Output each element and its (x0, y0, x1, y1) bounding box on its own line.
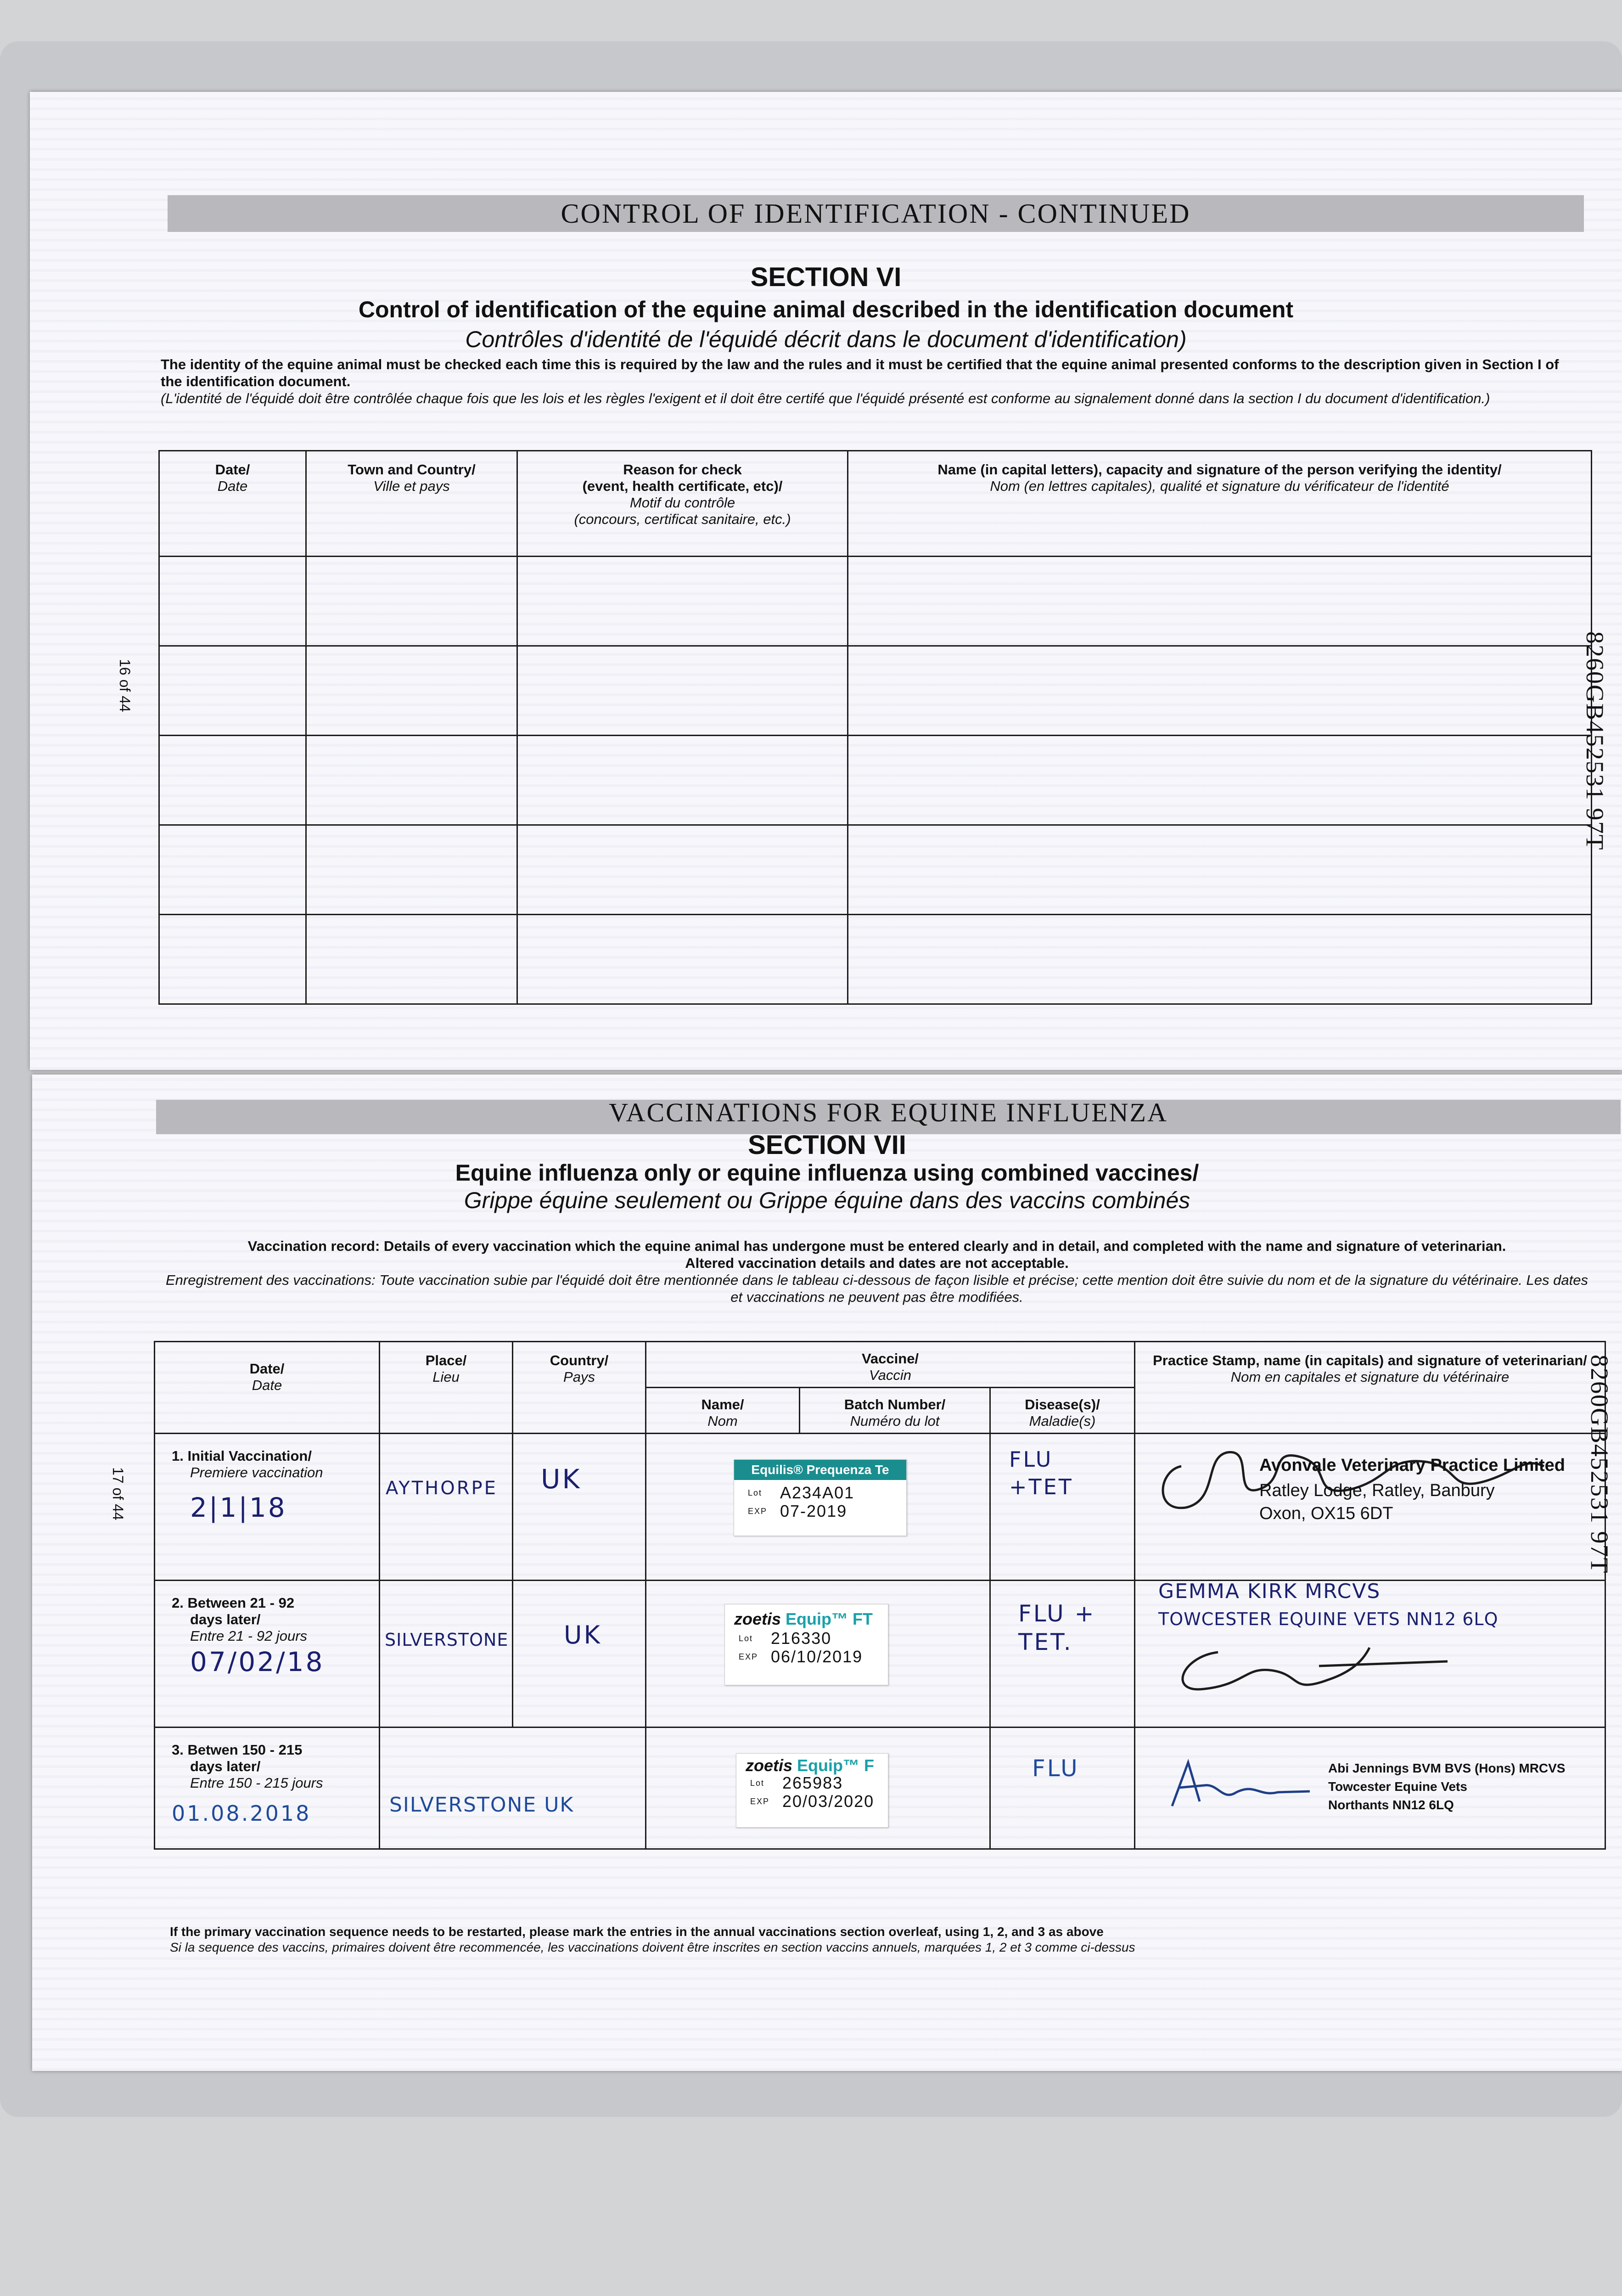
section-banner (168, 195, 1584, 232)
cell-disease[interactable] (990, 1728, 1135, 1849)
expiry-date: 07-2019 (780, 1502, 847, 1520)
subtitle-en: Control of identification of the equine animal described in the identification document (358, 297, 1294, 322)
table-header-row (155, 1342, 1605, 1388)
banner-title: CONTROL OF IDENTIFICATION - CONTINUED (561, 198, 1191, 229)
table-header-row (159, 451, 1592, 557)
cell-town[interactable] (306, 825, 517, 915)
cell-verifier[interactable] (848, 557, 1592, 646)
practice-stamp-address: Towcester Equine Vets (1328, 1779, 1467, 1794)
vaccination-date[interactable]: 01.08.2018 (172, 1801, 311, 1826)
document-id: 8260GB452531 97T (1581, 631, 1609, 851)
subtitle-en: Equine influenza only or equine influenza using combined vaccines/ (455, 1160, 1199, 1186)
cell-vet-stamp[interactable] (1135, 1581, 1605, 1728)
cell-disease[interactable] (990, 1434, 1135, 1581)
cell-verifier[interactable] (848, 825, 1592, 915)
instruction-en: The identity of the equine animal must be checked each time this is required by the law and the rules and it must be certified that the equine animal presented conforms to the description given in Section I of the identification document. (161, 356, 1559, 389)
cell-reason[interactable] (517, 646, 848, 736)
cell-town[interactable] (306, 646, 517, 736)
banner-title: VACCINATIONS FOR EQUINE INFLUENZA (609, 1097, 1168, 1127)
cell-date[interactable] (159, 825, 306, 915)
subtitle-fr: Grippe équine seulement ou Grippe équine dans des vaccins combinés (464, 1187, 1190, 1213)
vaccine-product: Equip™ FT (786, 1609, 873, 1628)
cell-town[interactable] (306, 915, 517, 1004)
disease-line: +TET (1009, 1474, 1073, 1499)
vaccination-row-1 (155, 1434, 1605, 1581)
vaccine-product: Equip™ F (797, 1756, 875, 1775)
expiry-date: 06/10/2019 (771, 1647, 863, 1666)
lot-number: 216330 (771, 1629, 832, 1648)
table-row (159, 646, 1592, 736)
country-value: UK (541, 1463, 582, 1495)
lot-number: 265983 (782, 1773, 843, 1792)
vaccine-sticker: zoetis Equip™ F Lot 265983 EXP 20/03/2020 (736, 1753, 888, 1828)
col-reason: Reason for check (event, health certificate, etc)/ Motif du contrôle (concours, certificat sanitaire, etc.) (517, 451, 848, 557)
cell-verifier[interactable] (848, 736, 1592, 825)
cell-verifier[interactable] (848, 646, 1592, 736)
place-value: AYTHORPE (386, 1478, 498, 1499)
cell-town[interactable] (306, 557, 517, 646)
place-value: SILVERSTONE UK (389, 1793, 574, 1817)
cell-vaccine-batch[interactable] (646, 1434, 990, 1581)
footnote-en: If the primary vaccination sequence needs to be restarted, please mark the entries in the annual vaccinations section overleaf, using 1, 2, and 3 as above (170, 1925, 1104, 1939)
col-batch-number: Batch Number/ Numéro du lot (800, 1388, 990, 1434)
subtitle-fr: Contrôles d'identité de l'équidé décrit dans le document d'identification) (465, 326, 1187, 352)
table-row (159, 557, 1592, 646)
cell-date[interactable] (159, 736, 306, 825)
practice-stamp-postcode: Oxon, OX15 6DT (1259, 1504, 1393, 1523)
vaccine-brand: Equilis® Prequenza Te (734, 1460, 906, 1480)
cell-country[interactable] (513, 1434, 646, 1581)
vaccination-table (154, 1341, 1606, 1850)
cell-reason[interactable] (517, 557, 848, 646)
practice-stamp-address: Ratley Lodge, Ratley, Banbury (1259, 1481, 1495, 1500)
cell-reason[interactable] (517, 736, 848, 825)
cell-town[interactable] (306, 736, 517, 825)
lot-number: A234A01 (780, 1483, 855, 1502)
table-row (159, 825, 1592, 915)
practice-stamp-name: Avonvale Veterinary Practice Limited (1259, 1456, 1566, 1475)
instruction-text (161, 356, 1584, 407)
table-row (159, 915, 1592, 1004)
vaccination-row-3 (155, 1728, 1605, 1849)
instruction-fr: (L'identité de l'équidé doit être contrôlée chaque fois que les lois et les règles l'exigent et il doit être certifé que l'équidé présenté est conforme au signalement donné dans la section I du document d'identification.) (161, 390, 1490, 406)
disease-line: FLU (1009, 1447, 1053, 1472)
col-vaccine: Vaccine/ Vaccin (646, 1342, 1135, 1388)
record-text (161, 1238, 1593, 1306)
disease-line: TET. (1018, 1629, 1073, 1655)
record-fr: Enregistrement des vaccinations: Toute vaccination subie par l'équidé doit être mentionnée dans le tableau ci-dessous de façon lisible et précise; cette mention doit être suivie du nom et de la signature du vétérinaire. Les dates et vaccinations ne peuvent pas être modifiées. (165, 1272, 1588, 1305)
practice-stamp-postcode: Northants NN12 6LQ (1328, 1798, 1454, 1812)
disease-line: FLU + (1018, 1600, 1096, 1627)
signature-mark (1154, 1756, 1337, 1815)
vet-practice: TOWCESTER EQUINE VETS NN12 6LQ (1158, 1609, 1499, 1629)
cell-reason[interactable] (517, 825, 848, 915)
col-practice-stamp: Practice Stamp, name (in capitals) and signature of veterinarian/ Nom en capitales et signature du vétérinaire (1135, 1342, 1605, 1434)
country-value: UK (564, 1621, 602, 1649)
row-label: 2. Between 21 - 92 days later/ Entre 21 - 92 jours 07/02/18 (155, 1581, 380, 1728)
cell-vaccine-batch[interactable] (646, 1728, 990, 1849)
cell-date[interactable] (159, 646, 306, 736)
col-verifier: Name (in capital letters), capacity and signature of the person verifying the identity/ Nom (en lettres capitales), qualité et signature du vérificateur de l'identité (848, 451, 1592, 557)
expiry-date: 20/03/2020 (782, 1792, 875, 1811)
vaccination-date[interactable]: 2|1|18 (190, 1492, 287, 1523)
cell-date[interactable] (159, 915, 306, 1004)
page-17 (32, 1075, 1622, 2071)
vaccine-brand: zoetis (734, 1609, 781, 1628)
section-title: SECTION VI (750, 262, 902, 292)
col-disease: Disease(s)/ Maladie(s) (990, 1388, 1135, 1434)
cell-vet-stamp[interactable] (1135, 1434, 1605, 1581)
col-town-country: Town and Country/ Ville et pays (306, 451, 517, 557)
section-title: SECTION VII (748, 1130, 906, 1160)
vaccination-date[interactable]: 07/02/18 (190, 1646, 325, 1677)
vaccine-sticker: Equilis® Prequenza Te Lot A234A01 EXP 07-2019 (734, 1459, 907, 1536)
row-label: 1. Initial Vaccination/ Premiere vaccination 2|1|18 (155, 1434, 380, 1581)
footnote-fr: Si la sequence des vaccins, primaires doivent être recommencée, les vaccinations doivent être inscrites en section vaccins annuels, marquées 1, 2 et 3 comme ci-dessus (170, 1940, 1135, 1954)
cell-date[interactable] (159, 557, 306, 646)
col-date: Date/ Date (155, 1342, 380, 1434)
disease-line: FLU (1032, 1755, 1079, 1782)
practice-stamp-name: Abi Jennings BVM BVS (Hons) MRCVS (1328, 1761, 1566, 1775)
record-en: Vaccination record: Details of every vaccination which the equine animal has undergone must be entered clearly and in detail, and completed with the name and signature of veterinarian. (247, 1238, 1506, 1254)
table-row (159, 736, 1592, 825)
vaccination-row-2 (155, 1581, 1605, 1728)
cell-verifier[interactable] (848, 915, 1592, 1004)
page-number: 17 of 44 (110, 1467, 126, 1520)
cell-place-country[interactable] (380, 1728, 646, 1849)
record-en2: Altered vaccination details and dates are not acceptable. (685, 1255, 1069, 1271)
cell-vet-stamp[interactable] (1135, 1728, 1605, 1849)
identity-check-table (158, 450, 1592, 1005)
vet-name: GEMMA KIRK MRCVS (1158, 1580, 1381, 1603)
cell-disease[interactable] (990, 1581, 1135, 1728)
col-date: Date/ Date (159, 451, 306, 557)
cell-reason[interactable] (517, 915, 848, 1004)
document-id: 8260GB452531 97T (1586, 1355, 1613, 1574)
vaccine-sticker: zoetis Equip™ FT Lot 216330 EXP 06/10/2019 (724, 1604, 888, 1685)
page-16 (30, 92, 1622, 1070)
col-place: Place/ Lieu (380, 1342, 513, 1434)
vaccine-brand: zoetis (746, 1756, 793, 1775)
footnote (170, 1924, 1593, 1955)
cell-place[interactable] (380, 1581, 513, 1728)
col-country: Country/ Pays (513, 1342, 646, 1434)
place-value: SILVERSTONE (385, 1630, 509, 1650)
row-label: 3. Betwen 150 - 215 days later/ Entre 150 - 215 jours 01.08.2018 (155, 1728, 380, 1849)
page-number: 16 of 44 (117, 659, 133, 712)
cell-vaccine-batch[interactable] (646, 1581, 990, 1728)
section-banner (156, 1097, 1621, 1134)
cell-country[interactable] (513, 1581, 646, 1728)
cell-place[interactable] (380, 1434, 513, 1581)
signature-mark (1154, 1638, 1521, 1707)
col-vaccine-name: Name/ Nom (646, 1388, 800, 1434)
